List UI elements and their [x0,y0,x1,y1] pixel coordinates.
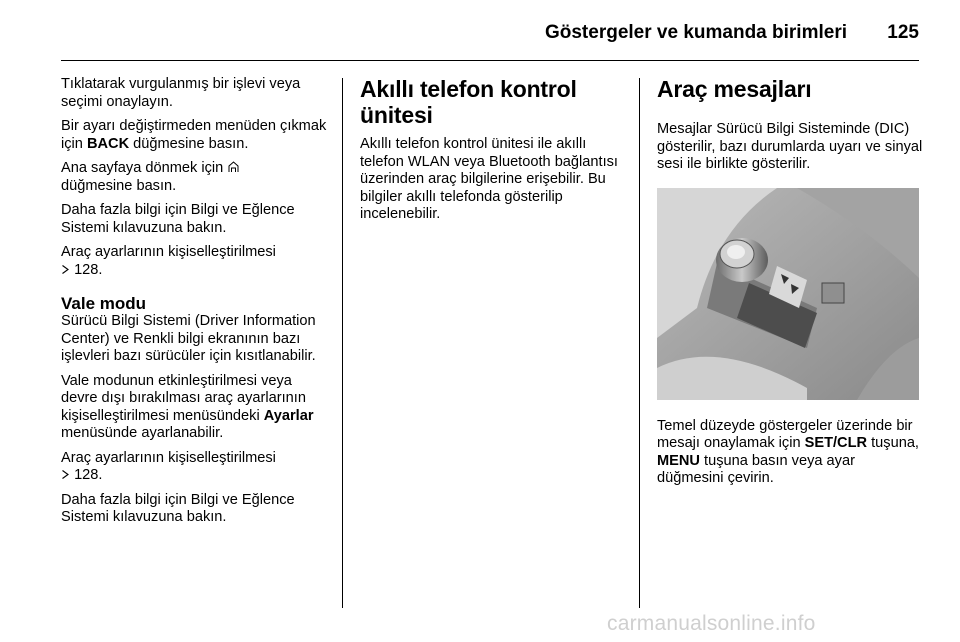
paragraph: Daha fazla bilgi için Bilgi ve Eğlence Sistemi kılavuzuna bakın. [61,491,295,525]
paragraph: Ana sayfaya dönmek için düğmesine basın. [61,160,329,195]
page-title: Göstergeler ve kumanda birimleri [544,22,847,43]
menu-key-label: MENU [657,452,700,469]
cross-reference-link[interactable]: Araç ayarlarının kişiselleştirilmesi [61,449,276,466]
column-divider-1 [342,78,343,608]
column-left [61,76,329,534]
column-middle [360,76,628,231]
paragraph: Daha fazla bilgi için Bilgi ve Eğlence Sistemi kılavuzuna bakın. [61,202,295,236]
set-clr-key-label: SET/CLR [804,435,868,451]
section-heading-vehicle-messages: Araç mesajları [657,76,812,102]
page-header [61,0,919,61]
steering-column-lever-photo [657,188,919,400]
subheading-vale-mode: Vale modu [61,294,147,313]
watermark: carmanualsonline.info [607,612,816,635]
paragraph: Vale modunun etkinleştirilmesi veya devre dışı bırakılması araç ayarlarının kişiselleştirilmesi menüsündeki Ayarlar menüsünde ayarlanabilir. [61,372,314,441]
column-right [657,76,925,495]
home-icon [227,160,240,173]
back-key-label: BACK [86,135,130,152]
page-reference-arrow-icon [61,469,70,480]
paragraph: Akıllı telefon kontrol ünitesi ile akıllı telefon WLAN veya Bluetooth bağlantısı üzerinden araç bilgilerine erişebilir. Bu bilgiler akıllı telefonda gösterilip incelenebilir. [360,136,618,222]
paragraph: Araç ayarlarının kişiselleştirilmesi 128. [61,449,276,483]
settings-key-label: Ayarlar [263,407,314,424]
paragraph: Tıklatarak vurgulanmış bir işlevi veya seçimi onaylayın. [61,76,301,110]
paragraph: Mesajlar Sürücü Bilgi Sisteminde (DIC) gösterilir, bazı durumlarda uyarı ve sinyal sesi ile birlikte gösterilir. [657,121,923,172]
section-heading-smartphone: Akıllı telefon kontrol ünitesi [360,76,577,128]
paragraph: Araç ayarlarının kişiselleştirilmesi 128. [61,244,276,278]
paragraph: Sürücü Bilgi Sistemi (Driver Information Center) ve Renkli bilgi ekranının bazı işlevleri bazı sürücüler için kısıtlanabilir. [61,313,316,364]
paragraph: Temel düzeyde göstergeler üzerinde bir mesajı onaylamak için SET/CLR tuşuna, MENU tuşuna basın veya ayar düğmesini çevirin. [657,417,919,486]
cross-reference-link[interactable]: Araç ayarlarının kişiselleştirilmesi [61,244,276,260]
page-reference-arrow-icon [61,264,70,275]
column-divider-2 [639,78,640,608]
paragraph: Bir ayarı değiştirmeden menüden çıkmak için BACK düğmesine basın. [61,118,327,152]
page-number: 125 [887,22,919,43]
